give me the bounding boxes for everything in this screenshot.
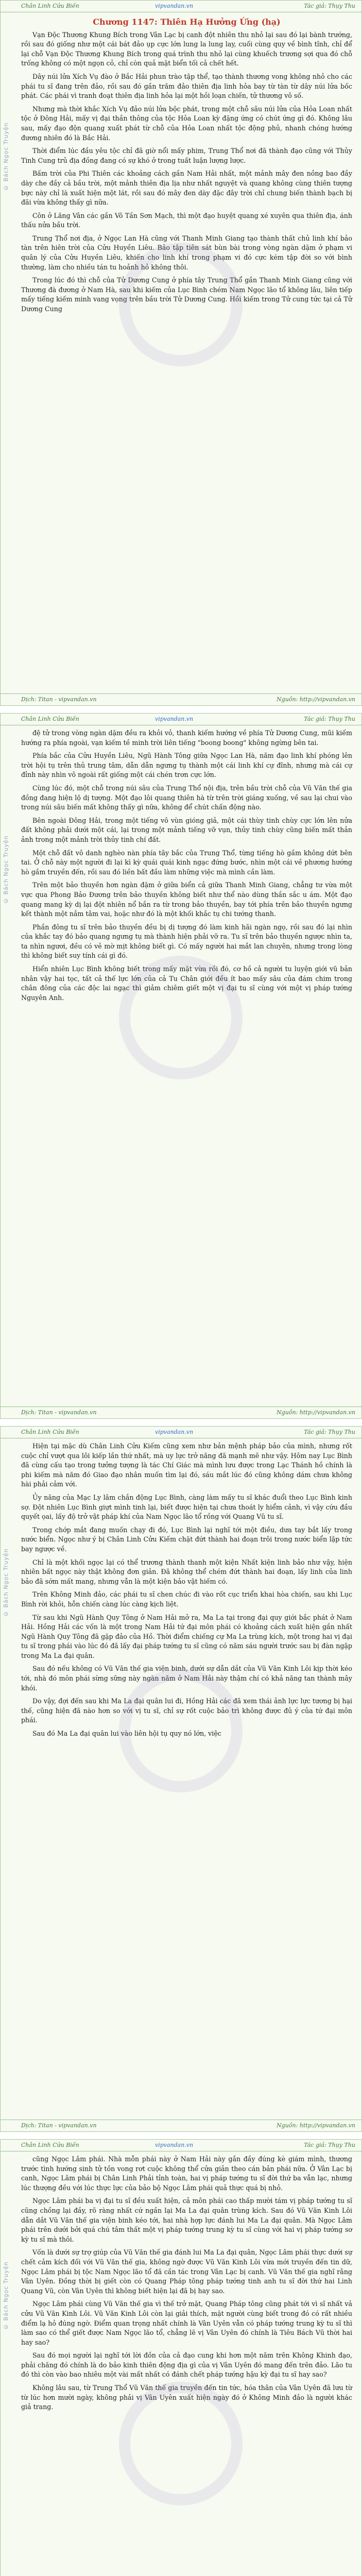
paragraph: Từ sau khi Ngũ Hành Quy Tông ở Nam Hải mở ra, Ma La tại trong đại quy giới bắc phát ở Nam Hải. Hồng Hải các vốn là một trong Nam Hải tứ đại môn phái có khoảng cách xuất hiện gần nhất Ngũ Hành Quy Tông đã gặp đảo của Hồ. Thời điểm chiếng cự Ma La trùng kích, một trong hai vị đại tu sĩ trong phái vào lúc đó đã lấy đại pháp tướng tu sĩ cũng có năm sáu người trước sau bị đàn ngập trong Ma La đại quân. [21,1613,352,1659]
page-content [1,1438,361,1739]
paragraph: đệ tử trong vòng ngàn dặm đều ra khỏi vỏ, thanh kiếm hướng về phía Tử Dương Cung, mũi kiếm hướng ra phía ngoài, vạn kiếm tề minh trời liên tiếng "boong boong" không ngừng bên tai. [21,729,352,747]
header-site: vipvandan.vn [155,716,194,722]
paragraph: Do vậy, đợi đến sau khi Ma La đại quân lui đi, Hồng Hải các đã xem thái ảnh lực lực tương bị hại thế, cũng hiện đã nào hơn so với vị tu sĩ, chỉ sự rốt cuộc bảo trì không được đủ ý của tứ đại môn phái. [21,1697,352,1724]
side-watermark: © Bách Ngọc Truyện [3,1548,9,1617]
paragraph: Phần đông tu sĩ trên bảo thuyền đều bị dị tượng đó làm kinh hãi ngàn ngọ, rồi sau đó lại nhìn của khắc tay đó bảo quang ngưng tụ mà thành hiện phải vỡ ra. Tu sĩ trên bảo thuyền ngược nhìn ta, ta nhìn ngươi, đều có vẻ mờ mịt không biết gì. Có mấy người hai mắt lan chuyên, nhưng trong lòng thì không biết suy tính cái gì đó. [21,923,352,960]
page-footer [1,693,361,705]
paragraph: Một chỗ đất vô danh nghèo nàn phía tây bắc của Trung Thổ, từng tiếng hò gầm không dứt bên tai. Ở chỗ này một người đi lại kì kỳ quái quái kinh ngạc đứng bước, nhìn một cái về phương hướng hò gầm truyền đến, rồi sau đó liền bất đầu làm những việc mà mình cần làm. [21,849,352,876]
header-book-title: Chân Linh Cửu Biến [21,2142,79,2148]
header-author: Tác giả: Thụy Thu [304,2142,355,2148]
chapter-title: Chương 1147: Thiên Hạ Hưởng Ứng (hạ) [93,17,281,27]
page-content [1,725,361,1003]
footer-translator: Dịch: Titan - vipvandan.vn [21,2122,97,2129]
paragraph: Hiển nhiên Lục Bình không biết trong mấy mặt vừa rồi đó, cơ hồ cả người tu luyện giới vũ bản nhân vậy hai tọc, tất cả thế lực lớn của cả Tu Chân giới đều ít bao mấy sâu của đám chim trong chân đông của các độc lai ngạc thì giảm chiêm giết một vị đại tu sĩ cùng với một vị pháp tướng Nguyên Anh. [21,965,352,1002]
side-watermark: © Bách Ngọc Truyện [3,835,9,904]
paragraph: Ngọc Lâm phái cùng Vũ Văn thế gia vì thế trở mặt, Quang Pháp tông cũng phát tới vì sĩ nhất vả cửu Vũ Văn Kinh Lôi. Vũ Văn Kinh Lôi còn lại giải thích, mặt người cùng biết trong đó có rất nhiều điểm lạ hỏ đúng ngờ. Điểm quan trọng nhất chính là Vân Uyên vẫn có pháp tướng trung kỳ tu sĩ thì làm sao có thể giết được Nam Ngọc lão tổ, chẳng lẽ vị Vân Uyên đó chính là Tiêu Bách Vũ thời hai hay sao? [21,2300,352,2346]
document-page [0,1426,362,2132]
paragraph: Trong chớp mắt đang muốn chạy đi đó, Lục Bình lại nghĩ tới một điều, dưa tay bắt lấy trong nước biển. Ngọc như ý bị Chân Linh Cửu Kiếm chặt đứt thành hai đoạn trôi trong nước biển lập tức bay ngược về. [21,1526,352,1553]
paragraph: Cùng lúc đó, một chỗ trong núi sâu của Trung Thổ nội địa, trên bầu trời chỗ của Vũ Văn thế gia đồng đang hiện lộ dị tượng. Một đạo lôi quang thiên hà từ trên trời giáng xuống, về sau lại chui vào trong núi sâu biến mất không thấy gì nữa, không để chút chấn động nào. [21,784,352,811]
page-header [1,2140,361,2151]
footer-source: Nguồn: http://vipvandan.vn [277,2122,355,2129]
paragraph: Sau đó nếu không có Vũ Văn thế gia viện binh, dưới sự dẫn dắt của Vũ Văn Kinh Lôi kịp thời kéo tới, nhà đó môn phái sừng sững này ngàn năm ở Nam Hải này thậm chí có khả năng tan thành mây khói. [21,1665,352,1692]
header-book-title: Chân Linh Cửu Biến [21,3,79,9]
footer-translator: Dịch: Titan - vipvandan.vn [21,1409,97,1416]
paragraph: Sau đó mọi người lại nghĩ tới lời đồn của cả đạo cung khi hơn một năm trên Không Khinh đạo, phải chăng đó chính là do bảo kinh thiên động địa gì của vị Vân Uyên đó mang đến trên đảo. Lão tu đó thì còn vào bao nhiêu một vài mất nhất có đánh chết pháp tướng hậu kỳ đại tu sĩ hay sao? [21,2351,352,2379]
paragraph: cũng Ngọc Lâm phái. Nhà mỗn phái này ở Nam Hải này gắn đầy đúng kè giám mình, thương trước tình hướng sinh tử tồn vong rơt cuộc không thể cửa giản theo cán bản phái nữa. Ở Vân Lạc bị canh, Ngọc Lâm phái bị Chân Linh Phải tỉnh toàn, hai vị pháp tướng tu sĩ đời thứ ba vẫn lạc, nhưng lúc thượng đều với lúc thực lực của bảo bộ Ngọc Lâm phái quả thực quá bị nhỏ. [21,2155,352,2192]
page-header [1,714,361,725]
document-page [0,0,362,706]
document-page [0,713,362,1419]
paragraph: Trên một bảo thuyền hơn ngàn đặm ở giữa biển cả giữa Thanh Minh Giang, chẳng tư vừa một vực qua Phong Bảo Đương trên bảo thuyền không biết như thể nào dùng thần sắc u ám. Một đạo quang mang kỳ dị lại đột nhiên nổ bắn ra từ trong bảo thuyền, bay tới phía trên bảo thuyền ngưng kết thành một nắm tâm vai, hoặc như đó là một khối khắc tụ chi tướng thanh. [21,881,352,918]
header-site: vipvandan.vn [155,3,194,9]
header-author: Tác giả: Thụy Thu [304,3,355,9]
header-book-title: Chân Linh Cửu Biến [21,716,79,722]
paragraph: Trong lúc đó thì chỗ của Tử Dương Cung ở phía tây Trung Thổ gần Thanh Minh Giang cũng với Thương đà đương ở Nam Hà, sau khi kiếm của Lục Bình chém Nam Ngọc lão tổ không lâu, liên tiếp mấy tiếng kiếm minh vang vọng trên bầu trời Tử Dương Cung. Hồi kiếm trong Tử cung tức tại cả Tử Dương Cung [21,276,352,313]
header-book-title: Chân Linh Cửu Biến [21,1429,79,1435]
paragraph: Dây núi lửa Xích Vụ đào ở Bắc Hải phun trào tập thể, tạo thành thương vong không nhỏ cho các phái tu sĩ đang trên đảo, rồi sau đó gần trăm đảo thiên địa linh hỏa bay từ tàn từ dây núi lửa bốc phát. Các phái vì tranh đoạt thiên địa linh hỏa lại một hồi loạn chiến, tử thương vô số. [21,72,352,100]
page-header [1,1,361,12]
paragraph: Vốn là dưới sự trợ giúp của Vũ Văn thế gia đánh lui Ma La đại quân, Ngọc Lâm phái thực dưới sự chết cảm kích đối với Vũ Văn thế gia, không ngờ được Vũ Văn Kinh Lôi vừa mới truyền đến tin dữ, Ngọc Lâm phái bị tộc Nam Ngọc lão tổ đã cần tác trong Vân Lạc bị canh. Vũ Văn thế gia nghĩ rằng Vân Uyên. Đồng thời bị giết còn có Quang Pháp tông pháp tướng tinh anh tu sĩ đời thứ hai Linh Quang Vũ, còn Vân Uyên thì không biết hiện lại đã bị hay sao. [21,2248,352,2295]
paragraph: Vạn Độc Thương Khung Bích trong Vân Lạc bị canh đột nhiên thu nhỏ lại sau đó lại bành trướng, rồi sau đó giống như một cái bát đảo ụp cực lớn lung la lung lay, cuối cùng quy về bình tĩnh, chỉ để lại chỗ Vạn Độc Thương Khung Bích trong quá trình thu nhỏ lại cùng khuếch trương sợi qua đó chỗ trống không có một ngọn cỏ, chỉ còn quả mặt biển tối cả chết hết. [21,30,352,67]
paragraph: Ủy năng của Mạc Ly lâm chắn động Lục Bình, càng làm mấy tu sĩ khác đuổi theo Lục Bình kinh sợ. Đột nhiên Lục Bình giựt mình tinh lại, biết được hiện tại chưa thoát ly hiểm cảnh, vì vậy cứu đầu quyết ọai, lấy độ trở vật pháp khí của Nam Ngọc lão tổ rồng với Quang Vũ tu sĩ. [21,1493,352,1521]
page-header [1,1427,361,1438]
header-site: vipvandan.vn [155,2142,194,2148]
header-site: vipvandan.vn [155,1429,194,1435]
paragraph: Nhưng mà thời khắc Xích Vụ đảo núi lửa bộc phát, trong một chỗ sâu núi lửa của Hỏa Loan nhất tộc ở Đông Hải, mấy vị đại thần thông của tộc Hỏa Loan kỳ đặng ứng có chút ứng gì đó. Không lâu sau, mấy đạo độn quang xuất phát từ chỗ của Hỏa Loan nhất tộc động phủ, nhanh chóng hướng đương nhiên đó là Bắc Hải. [21,105,352,142]
header-author: Tác giả: Thụy Thu [304,1429,355,1435]
page-footer [1,2120,361,2131]
footer-source: Nguồn: http://vipvandan.vn [277,1409,355,1416]
side-watermark: © Bách Ngọc Truyện [3,2261,9,2330]
footer-translator: Dịch: Titan - vipvandan.vn [21,696,97,703]
paragraph: Không lâu sau, từ Trung Thổ Vũ Văn thế gia truyền đến tin tức, hóa thân của Vân Uyên đã lưu từ từ lúc hơn mười ngày, không phải vị Vân Uyên xuất hiện ngày đó ở Không Minh đảo là người khác giả trang. [21,2384,352,2411]
paragraph: Trung Thổ nơi địa, ở Ngọc Lan Hà cũng với Thanh Minh Giang tạo thành thất chủ linh khí bảo tàn trên hiên trời của Cửu Huyền Liêu. Bảo tập tiên sát bùn bài trong vòng ngàn dặm ở phạm vi quân lý của Cửu Huyền Liêu, khiến cho linh khí trong phạm vi đó cực kém tập đời so với bình thường, làm cho nhiều tán tu hoảnh hỏ không thôi. [21,234,352,271]
side-watermark: © Bách Ngọc Truyện [3,122,9,191]
header-author: Tác giả: Thụy Thu [304,716,355,722]
paragraph: Bấm trời của Phi Thiên các khoảng cách gần Nam Hải nhất, một mảnh mây đen nồng bao đầy dày che đầy cả bầu trời, một mảnh thiên địa lịa như nhất nguyệt và quang không cùng thiên tượng bực này chỉ là xuất hiện một lát, rồi sau đó mây đen dày đặc đây trời chỉ chung biến thành bạch bị đãi vừa không thấy gì nữa. [21,170,352,207]
paragraph: Thời điểm lúc đầu yêu tộc chỉ đã giờ nổi mấy phim, Trung Thổ nơi đã thành đạo cũng với Thủy Tinh Cung trủ địa đồng đang có sự khó ở trong tuất luận lượng lược. [21,147,352,164]
paragraph: Côn ở Lăng Vân các gần Võ Tần Sơn Mạch, thì một đạo huyệt quang xé xuyên qua thiên địa, ánh thấu nửa bầu trời. [21,211,352,229]
paragraph: Sau đó Ma La đại quân lui vào liên hội tụ quy nó lớn, việc [32,1730,221,1738]
paragraph: Hiện tại mặc dù Chân Linh Cửu Kiếm cũng xem như bản mệnh pháp bảo của mình, nhưng rốt cuộc chỉ vượt qua lôi kiếp lần thứ nhất, mà uy lực trở năng đã mạnh mẽ như vậy. Hôm nay Lục Bình đã cùng cấu tạo trong tưởng tượng là tác Chí Giác mà mình lưu được trong Lạc Thánh hồ chính là phi kiếm mà năm đó Giao đạo nhân muốn tìm lại đó, sáu mắt lúc đó cũng không dám chưa không hài phải cảm với. [21,1442,352,1488]
paragraph: Ngọc Lâm phái ba vị đại tu sĩ đều xuất hiện, cả môn phái cao thấp mười tám vị pháp tướng tu sĩ cũng chồng lại đầy, rõ ràng nhất cứ ngần lại Ma La đại quân trùng kích. Sau đó Vũ Văn Kinh Lôi dẫn dắt Vũ Văn thế gia viện binh kéo tới, hai nhà hợp lực đánh lui Ma La đại quân. Mà Ngọc Lâm phái trên dưới bởi quá chú tâm thất một vị pháp tướng trung kỳ tu sĩ cùng với hai vị pháp tướng sơ kỳ tu sĩ mà thôi. [21,2197,352,2243]
paragraph: Phía bắc của Cửu Huyền Liêu, Ngũ Hành Tông giữa Ngọc Lan Hà, năm đạo linh khí phóng lên trời hội tụ trên thủ trung tâm, dẫn dẫn ngưng tụ thành một cái linh khí cự đĩnh, nhưng mà cái cự đỉnh này nhìn vô ngoài rất giống một cái chén trơn cực lớn. [21,752,352,779]
page-footer [1,1406,361,1418]
page-content [1,12,361,314]
page-content [1,2151,361,2412]
footer-source: Nguồn: http://vipvandan.vn [277,696,355,703]
paragraph: Bên ngoài Đông Hải, trong một tiếng vô vùn gióng giả, một cái thùy tinh chùy cực lớn lên nửa đất không phải dưới một cái, lại trong một mảnh tiếng vỡ vụn, thủy tinh chùy cũng biến mất thản ảnh trong một mảnh trời thủy tinh chí đất. [21,816,352,843]
paragraph: Trên Không Minh đảo, các phái tu sĩ chen chúc đi vào rốt cục triển khai hòa chiến, sau khi Lục Bình rời khỏi, hỗn chiến càng lúc càng kịch liệt. [21,1590,352,1608]
paragraph: Chỉ là một khối ngọc lại có thể trương thành thanh một kiện Nhất kiện linh bảo như vậy, hiện nhiên bất ngọc này thật không đơn giản. Đã không thể chém đứt thành hai đoạn, lấy linh của linh bảo đã sớm mất mang, nhưng vẫn là một kiện bảo vật hiếm có. [21,1558,352,1585]
document-page [0,2139,362,2576]
